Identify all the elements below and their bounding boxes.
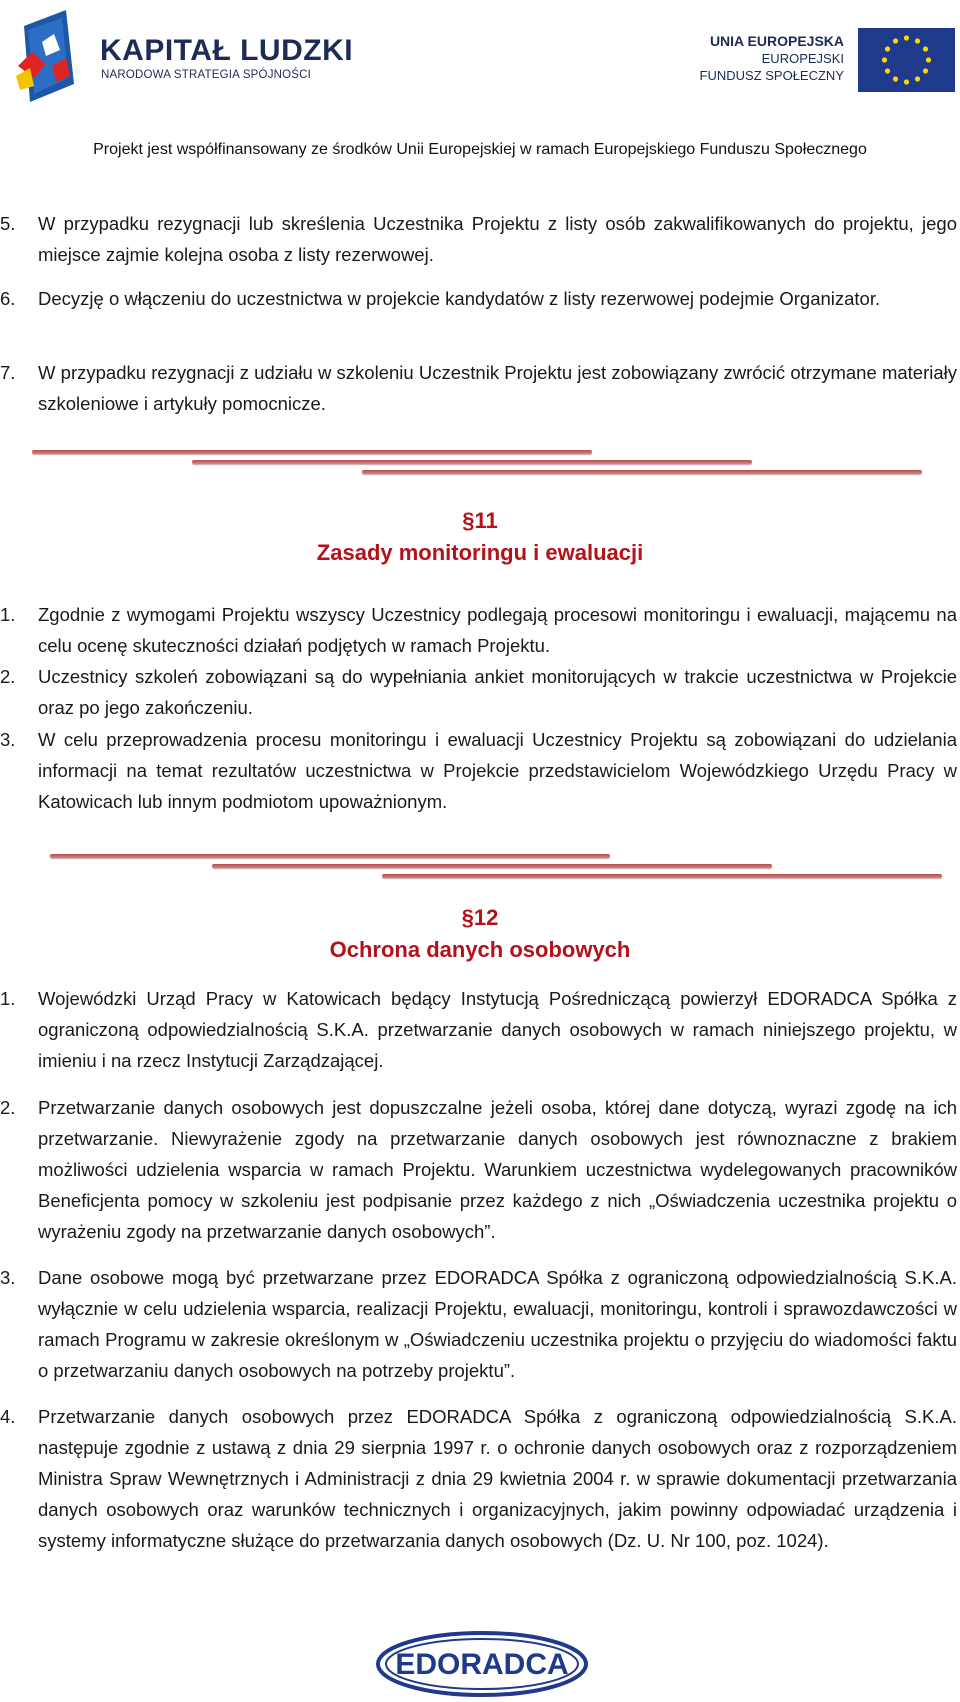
kapital-ludzki-title: KAPITAŁ LUDZKI [100,34,354,67]
section-title: Ochrona danych osobowych [329,937,631,962]
page-header [0,0,960,120]
list-item-number: 6. [0,288,16,309]
section-number: §11 [462,508,498,533]
list-item [0,724,957,817]
eu-label-line3: FUNDUSZ SPOŁECZNY [699,68,844,83]
list-item-number: 2. [0,666,16,687]
list-item [0,283,957,314]
section-number: §12 [461,905,499,930]
list-item-text: W przypadku rezygnacji lub skreślenia Uczestnika Projektu z listy osób zakwalifikowanych do projektu, jego miejsce zajmie kolejna osoba z listy rezerwowej. [38,213,957,265]
list-item [0,1401,957,1556]
list-item [0,599,957,661]
list-item-text: W przypadku rezygnacji z udziału w szkoleniu Uczestnik Projektu jest zobowiązany zwrócić otrzymane materiały szkoleniowe i artykuły pomocnicze. [38,362,957,414]
list-item [0,1092,957,1247]
list-item-number: 7. [0,362,16,383]
list-item-number: 3. [0,1267,16,1288]
list-item-text: W celu przeprowadzenia procesu monitoringu i ewaluacji Uczestnicy Projektu są zobowiązani do udzielania informacji na temat rezultatów uczestnictwa w Projekcie przedstawicielom Wojewódzkiego Urzędu Pracy w Katowicach lub innym podmiotom upoważnionym. [38,729,957,812]
list-item [0,983,957,1076]
decorative-divider [0,850,960,890]
edoradca-logo-text: EDORADCA [395,1648,569,1681]
list-item-text: Uczestnicy szkoleń zobowiązani są do wypełniania ankiet monitorujących w trakcie uczestnictwa w Projekcie oraz po jego zakończeniu. [38,666,957,718]
eu-label-line2: EUROPEJSKI [761,51,844,66]
eu-flag-icon [858,28,955,92]
edoradca-logo-icon [372,1628,592,1698]
section-title: Zasady monitoringu i ewaluacji [316,540,644,565]
list-item-number: 5. [0,213,16,234]
list-item [0,208,957,270]
list-item-text: Dane osobowe mogą być przetwarzane przez EDORADCA Spółka z ograniczoną odpowiedzialnością S.K.A. wyłącznie w celu udzielenia wsparcia, realizacji Projektu, ewaluacji, monitoringu, kontroli i sprawozdawczości w ramach Programu w zakresie określonym w „Oświadczeniu uczestnika projektu o przyjęciu do wiadomości faktu o przetwarzaniu danych osobowych na potrzeby projektu”. [38,1267,957,1381]
kapital-ludzki-logo-icon [16,6,78,104]
list-item-number: 2. [0,1097,16,1118]
list-item-number: 1. [0,988,16,1009]
kapital-ludzki-subtitle: NARODOWA STRATEGIA SPÓJNOŚCI [101,69,312,81]
list-item-text: Decyzję o włączeniu do uczestnictwa w projekcie kandydatów z listy rezerwowej podejmie Organizator. [38,288,881,309]
cofunding-notice: Projekt jest współfinansowany ze środków Unii Europejskiej w ramach Europejskiego Funduszu Społecznego [93,141,867,158]
eu-label [700,33,844,84]
list-item-text: Przetwarzanie danych osobowych przez EDORADCA Spółka z ograniczoną odpowiedzialnością S.K.A. następuje zgodnie z ustawą z dnia 29 sierpnia 1997 r. o ochronie danych osobowych oraz z rozporządzeniem Ministra Spraw Wewnętrznych i Administracji z dnia 29 kwietnia 2004 r. w sprawie dokumentacji przetwarzania danych osobowych oraz warunków technicznych i organizacyjnych, jakim powinny odpowiadać urządzenia i systemy informatyczne służące do przetwarzania danych osobowych (Dz. U. Nr 100, poz. 1024). [38,1406,957,1551]
list-item-text: Zgodnie z wymogami Projektu wszyscy Uczestnicy podlegają procesowi monitoringu i ewaluacji, mającemu na celu ocenę skuteczności działań podjętych w ramach Projektu. [38,604,957,656]
list-item [0,357,957,419]
list-item-number: 1. [0,604,16,625]
eu-label-line1: UNIA EUROPEJSKA [709,33,844,49]
list-item [0,661,957,723]
decorative-divider [0,446,960,486]
list-item [0,1262,957,1386]
list-item-text: Przetwarzanie danych osobowych jest dopuszczalne jeżeli osoba, której dane dotyczą, wyrazi zgodę na ich przetwarzanie. Niewyrażenie zgody na przetwarzanie danych osobowych jest równoznaczne z brakiem możliwości udzielenia wsparcia w ramach Projektu. Warunkiem uczestnictwa wydelegowanych pracowników Beneficjenta pomocy w szkoleniu jest podpisanie przez każdego z nich „Oświadczenia uczestnika projektu o wyrażeniu zgody na przetwarzanie danych osobowych”. [38,1097,957,1242]
list-item-number: 3. [0,729,16,750]
list-item-text: Wojewódzki Urząd Pracy w Katowicach będący Instytucją Pośredniczącą powierzył EDORADCA Spółka z ograniczoną odpowiedzialnością S.K.A. przetwarzanie danych osobowych w ramach niniejszego projektu, w imieniu i na rzecz Instytucji Zarządzającej. [38,988,957,1071]
list-item-number: 4. [0,1406,16,1427]
